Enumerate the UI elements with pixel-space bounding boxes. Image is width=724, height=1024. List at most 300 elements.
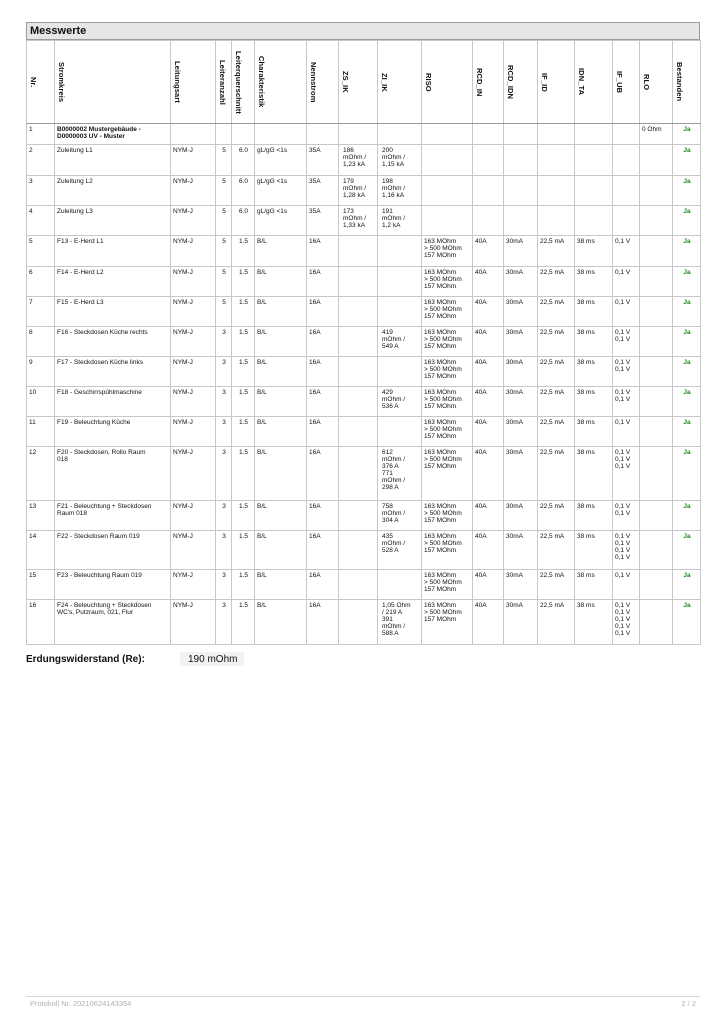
cell-charakteristik: B/L [255, 387, 307, 417]
cell-stromkreis-line: F14 - E-Herd L2 [57, 269, 104, 276]
cell-if-ub [613, 206, 640, 236]
cell-nr: 15 [27, 570, 55, 600]
cell-if-ub [613, 327, 640, 357]
cell-riso [422, 387, 473, 417]
cell-zi-ik-line: 391 [382, 616, 393, 623]
cell-idn-ta: 38 ms [575, 236, 613, 267]
cell-zi-ik-line: mOhm / [382, 396, 406, 403]
cell-zi-ik [378, 357, 422, 387]
cell-stromkreis-line: WC's, Putzraum, 021, Flur [57, 609, 134, 616]
cell-riso [422, 531, 473, 570]
cell-rlo [640, 447, 673, 501]
cell-zi-ik-line: mOhm / [382, 540, 406, 547]
cell-stromkreis-line: Zuleitung L1 [57, 147, 93, 154]
cell-leiteranzahl: 3 [216, 501, 232, 531]
cell-querschnitt: 1.5 [232, 357, 255, 387]
cell-charakteristik: gL/gG <1s [255, 206, 307, 236]
cell-charakteristik: B/L [255, 297, 307, 327]
table-row [27, 267, 701, 297]
cell-if-id [538, 176, 575, 206]
cell-zi-ik-line: 304 A [382, 517, 399, 524]
cell-riso-line: > 500 MOhm [424, 510, 462, 517]
column-header-label: Stromkreis [57, 61, 66, 103]
cell-riso-line: > 500 MOhm [424, 456, 462, 463]
cell-rcd-idn [504, 145, 538, 176]
cell-if-id: 22,5 mA [538, 387, 575, 417]
table-row [27, 327, 701, 357]
cell-if-id [538, 124, 575, 145]
cell-idn-ta: 38 ms [575, 501, 613, 531]
cell-nennstrom: 35A [307, 145, 339, 176]
cell-querschnitt: 1.5 [232, 600, 255, 645]
column-header [27, 41, 55, 124]
cell-zi-ik-line: mOhm / [382, 456, 406, 463]
table-row [27, 417, 701, 447]
cell-bestanden: Ja [673, 267, 701, 297]
cell-if-ub-line: 0,1 V [615, 503, 631, 510]
cell-rcd-in: 40A [473, 357, 504, 387]
cell-leiteranzahl: 3 [216, 531, 232, 570]
cell-leitungsart [171, 124, 216, 145]
table-row [27, 206, 701, 236]
cell-bestanden: Ja [673, 531, 701, 570]
cell-riso-line: 163 MOhm [424, 238, 457, 245]
cell-idn-ta: 38 ms [575, 600, 613, 645]
cell-stromkreis [55, 600, 171, 645]
cell-riso [422, 176, 473, 206]
cell-zi-ik-line: 588 A [382, 630, 399, 637]
cell-rcd-idn [504, 124, 538, 145]
cell-zs-ik [339, 145, 378, 176]
cell-zi-ik-line: mOhm / [382, 477, 406, 484]
cell-riso-line: 163 MOhm [424, 449, 457, 456]
column-header [473, 41, 504, 124]
cell-leitungsart: NYM-J [171, 327, 216, 357]
cell-leitungsart: NYM-J [171, 145, 216, 176]
cell-nr: 8 [27, 327, 55, 357]
cell-leiteranzahl: 5 [216, 236, 232, 267]
cell-riso-line: > 500 MOhm [424, 366, 462, 373]
cell-stromkreis-line: Zuleitung L3 [57, 208, 93, 215]
table-row [27, 600, 701, 645]
table-row [27, 236, 701, 267]
cell-zi-ik-line: 298 A [382, 484, 399, 491]
column-header [575, 41, 613, 124]
cell-if-ub-line: 0,1 V [615, 463, 631, 470]
cell-leiteranzahl: 5 [216, 267, 232, 297]
cell-leitungsart: NYM-J [171, 531, 216, 570]
cell-querschnitt: 1.5 [232, 501, 255, 531]
cell-rlo [640, 357, 673, 387]
cell-riso-line: 157 MOhm [424, 463, 457, 470]
cell-leitungsart: NYM-J [171, 387, 216, 417]
cell-nennstrom: 16A [307, 297, 339, 327]
cell-zi-ik-line: 191 [382, 208, 393, 215]
table-row [27, 124, 701, 145]
cell-if-id: 22,5 mA [538, 236, 575, 267]
cell-if-ub [613, 417, 640, 447]
cell-nennstrom: 16A [307, 600, 339, 645]
cell-querschnitt: 6.0 [232, 176, 255, 206]
cell-riso [422, 297, 473, 327]
cell-rcd-idn: 30mA [504, 447, 538, 501]
column-header-label: RLO [642, 73, 651, 91]
cell-rlo [640, 236, 673, 267]
column-header [216, 41, 232, 124]
cell-riso-line: > 500 MOhm [424, 609, 462, 616]
cell-nr: 1 [27, 124, 55, 145]
column-header-label: Bestanden [675, 62, 684, 102]
cell-stromkreis-line: Raum 018 [57, 510, 87, 517]
cell-riso-line: 163 MOhm [424, 299, 457, 306]
cell-zi-ik-line: 528 A [382, 547, 399, 554]
cell-riso-line: 157 MOhm [424, 403, 457, 410]
cell-if-ub [613, 145, 640, 176]
cell-zi-ik-line: / 219 A [382, 609, 403, 616]
measurement-table [26, 40, 701, 645]
cell-nr: 3 [27, 176, 55, 206]
cell-riso [422, 145, 473, 176]
cell-charakteristik: B/L [255, 236, 307, 267]
cell-rcd-in: 40A [473, 600, 504, 645]
cell-rcd-in [473, 176, 504, 206]
column-header [171, 41, 216, 124]
cell-rcd-idn: 30mA [504, 600, 538, 645]
cell-zs-ik [339, 236, 378, 267]
column-header [422, 41, 473, 124]
column-header-label: Nr. [29, 76, 38, 88]
column-header [613, 41, 640, 124]
cell-nennstrom [307, 124, 339, 145]
cell-if-ub-line: 0,1 V [615, 540, 631, 547]
cell-idn-ta: 38 ms [575, 570, 613, 600]
cell-leitungsart: NYM-J [171, 417, 216, 447]
cell-bestanden: Ja [673, 357, 701, 387]
cell-bestanden: Ja [673, 417, 701, 447]
cell-leitungsart: NYM-J [171, 447, 216, 501]
cell-rlo: 0 Ohm [640, 124, 673, 145]
cell-bestanden: Ja [673, 447, 701, 501]
cell-riso-line: > 500 MOhm [424, 426, 462, 433]
cell-riso-line: 157 MOhm [424, 343, 457, 350]
cell-idn-ta [575, 124, 613, 145]
cell-nr: 2 [27, 145, 55, 176]
cell-charakteristik: B/L [255, 501, 307, 531]
footer-page-number: 2 / 2 [681, 999, 696, 1008]
cell-stromkreis [55, 124, 171, 145]
cell-nennstrom: 16A [307, 327, 339, 357]
cell-idn-ta: 38 ms [575, 327, 613, 357]
cell-querschnitt: 1.5 [232, 236, 255, 267]
cell-riso [422, 600, 473, 645]
cell-zi-ik-line: 612 [382, 449, 393, 456]
cell-stromkreis-line: 018 [57, 456, 68, 463]
cell-riso-line: 157 MOhm [424, 616, 457, 623]
cell-if-ub-line: 0,1 V [615, 396, 631, 403]
cell-rcd-in: 40A [473, 447, 504, 501]
cell-idn-ta: 38 ms [575, 357, 613, 387]
cell-zs-ik-line: 1,23 kA [343, 161, 366, 168]
cell-rlo [640, 531, 673, 570]
cell-zi-ik-line: mOhm / [382, 623, 406, 630]
cell-zs-ik [339, 600, 378, 645]
cell-idn-ta: 38 ms [575, 267, 613, 297]
cell-stromkreis-line: F23 - Beleuchtung Raum 019 [57, 572, 142, 579]
cell-nr: 12 [27, 447, 55, 501]
cell-riso-line: 163 MOhm [424, 389, 457, 396]
cell-bestanden: Ja [673, 236, 701, 267]
column-header-label: ZS_IK [341, 71, 350, 93]
cell-stromkreis-line: F17 - Steckdosen Küche links [57, 359, 143, 366]
cell-zi-ik [378, 600, 422, 645]
cell-stromkreis [55, 236, 171, 267]
cell-nr: 7 [27, 297, 55, 327]
cell-leiteranzahl: 3 [216, 447, 232, 501]
cell-zi-ik-line: mOhm / [382, 510, 406, 517]
cell-rlo [640, 570, 673, 600]
cell-rcd-in: 40A [473, 531, 504, 570]
cell-charakteristik: B/L [255, 570, 307, 600]
cell-nr: 13 [27, 501, 55, 531]
cell-if-ub-line: 0,1 V [615, 269, 631, 276]
cell-if-id: 22,5 mA [538, 327, 575, 357]
cell-riso [422, 447, 473, 501]
table-row [27, 531, 701, 570]
column-header-label: Nennstrom [309, 61, 318, 103]
cell-riso-line: 163 MOhm [424, 602, 457, 609]
cell-riso-line: 163 MOhm [424, 533, 457, 540]
cell-stromkreis-line: F24 - Beleuchtung + Steckdosen [57, 602, 152, 609]
cell-riso-line: 163 MOhm [424, 269, 457, 276]
cell-rlo [640, 501, 673, 531]
cell-if-ub-line: 0,1 V [615, 456, 631, 463]
cell-bestanden: Ja [673, 176, 701, 206]
table-row [27, 501, 701, 531]
cell-stromkreis-line: Zuleitung L2 [57, 178, 93, 185]
cell-stromkreis [55, 570, 171, 600]
column-header [232, 41, 255, 124]
cell-charakteristik: gL/gG <1s [255, 145, 307, 176]
cell-if-id: 22,5 mA [538, 570, 575, 600]
cell-stromkreis-line: F13 - E-Herd L1 [57, 238, 104, 245]
table-row [27, 570, 701, 600]
cell-rcd-idn: 30mA [504, 297, 538, 327]
cell-zi-ik-line: 1,15 kA [382, 161, 405, 168]
cell-stromkreis-line: D0000003 UV - Muster [57, 133, 125, 140]
cell-querschnitt: 1.5 [232, 570, 255, 600]
cell-if-ub [613, 501, 640, 531]
column-header-label: RISO [424, 72, 433, 92]
table-header [27, 41, 701, 124]
cell-zs-ik [339, 501, 378, 531]
cell-rlo [640, 145, 673, 176]
cell-stromkreis [55, 387, 171, 417]
cell-leitungsart: NYM-J [171, 236, 216, 267]
cell-querschnitt: 1.5 [232, 447, 255, 501]
cell-nennstrom: 16A [307, 387, 339, 417]
cell-if-ub-line: 0,1 V [615, 329, 631, 336]
cell-rcd-in: 40A [473, 236, 504, 267]
cell-if-ub-line: 0,1 V [615, 547, 631, 554]
cell-querschnitt: 1.5 [232, 267, 255, 297]
cell-riso-line: 157 MOhm [424, 547, 457, 554]
cell-riso-line: 157 MOhm [424, 517, 457, 524]
cell-leiteranzahl: 5 [216, 145, 232, 176]
cell-nennstrom: 16A [307, 501, 339, 531]
cell-querschnitt: 1.5 [232, 327, 255, 357]
cell-idn-ta [575, 206, 613, 236]
cell-riso [422, 236, 473, 267]
cell-leitungsart: NYM-J [171, 600, 216, 645]
cell-charakteristik: B/L [255, 600, 307, 645]
cell-charakteristik: B/L [255, 267, 307, 297]
cell-rcd-idn: 30mA [504, 267, 538, 297]
cell-nennstrom: 16A [307, 417, 339, 447]
cell-leitungsart: NYM-J [171, 297, 216, 327]
cell-zi-ik-line: 1,16 kA [382, 192, 405, 199]
cell-nennstrom: 16A [307, 267, 339, 297]
cell-riso-line: > 500 MOhm [424, 540, 462, 547]
cell-if-ub-line: 0,1 V [615, 609, 631, 616]
cell-rcd-in [473, 145, 504, 176]
cell-querschnitt: 6.0 [232, 206, 255, 236]
cell-zi-ik-line: 771 [382, 470, 393, 477]
cell-rcd-in: 40A [473, 417, 504, 447]
cell-if-ub-line: 0,1 V [615, 630, 631, 637]
cell-zs-ik [339, 206, 378, 236]
cell-leiteranzahl: 5 [216, 206, 232, 236]
table-body [27, 124, 701, 645]
cell-zi-ik [378, 124, 422, 145]
table-row [27, 387, 701, 417]
cell-riso-line: 163 MOhm [424, 419, 457, 426]
cell-charakteristik: B/L [255, 357, 307, 387]
cell-leiteranzahl: 3 [216, 417, 232, 447]
cell-zi-ik [378, 327, 422, 357]
cell-riso [422, 417, 473, 447]
cell-stromkreis-line: B0000002 Mustergebäude - [57, 126, 141, 133]
cell-if-ub [613, 297, 640, 327]
cell-zi-ik [378, 387, 422, 417]
cell-zs-ik [339, 267, 378, 297]
cell-nennstrom: 35A [307, 206, 339, 236]
cell-zi-ik-line: mOhm / [382, 154, 406, 161]
cell-nennstrom: 16A [307, 236, 339, 267]
cell-riso [422, 357, 473, 387]
cell-querschnitt: 1.5 [232, 297, 255, 327]
cell-riso [422, 267, 473, 297]
table-row [27, 297, 701, 327]
section-title: Messwerte [26, 22, 700, 40]
cell-zs-ik-line: mOhm / [343, 215, 367, 222]
cell-if-ub-line: 0,1 V [615, 602, 631, 609]
cell-zi-ik-line: mOhm / [382, 215, 406, 222]
cell-idn-ta [575, 145, 613, 176]
cell-idn-ta: 38 ms [575, 297, 613, 327]
cell-riso-line: 163 MOhm [424, 572, 457, 579]
cell-rlo [640, 267, 673, 297]
cell-leiteranzahl: 3 [216, 327, 232, 357]
column-header [538, 41, 575, 124]
cell-zs-ik [339, 357, 378, 387]
cell-zi-ik [378, 447, 422, 501]
cell-stromkreis [55, 176, 171, 206]
cell-zi-ik [378, 501, 422, 531]
cell-zs-ik [339, 387, 378, 417]
column-header [55, 41, 171, 124]
column-header-label: ZI_IK [380, 72, 389, 92]
cell-bestanden: Ja [673, 327, 701, 357]
cell-idn-ta: 38 ms [575, 447, 613, 501]
cell-if-id: 22,5 mA [538, 531, 575, 570]
cell-zi-ik-line: 429 [382, 389, 393, 396]
cell-charakteristik [255, 124, 307, 145]
cell-if-ub-line: 0,1 V [615, 554, 631, 561]
cell-zs-ik-line: mOhm / [343, 154, 367, 161]
cell-rlo [640, 297, 673, 327]
cell-rcd-in: 40A [473, 267, 504, 297]
cell-bestanden: Ja [673, 570, 701, 600]
cell-zi-ik-line: 758 [382, 503, 393, 510]
cell-zs-ik-line: 173 [343, 208, 354, 215]
cell-nr: 9 [27, 357, 55, 387]
cell-zi-ik [378, 236, 422, 267]
cell-leiteranzahl: 3 [216, 387, 232, 417]
cell-zi-ik [378, 206, 422, 236]
cell-zi-ik-line: mOhm / [382, 185, 406, 192]
cell-charakteristik: B/L [255, 531, 307, 570]
cell-if-ub-line: 0,1 V [615, 510, 631, 517]
cell-nr: 5 [27, 236, 55, 267]
cell-rlo [640, 600, 673, 645]
column-header-label: IF_ID [540, 72, 549, 92]
cell-bestanden: Ja [673, 206, 701, 236]
cell-rcd-in [473, 206, 504, 236]
cell-stromkreis-line: F18 - Geschirrspühlmaschine [57, 389, 142, 396]
column-header [640, 41, 673, 124]
cell-rcd-idn: 30mA [504, 236, 538, 267]
cell-zi-ik [378, 297, 422, 327]
cell-rcd-idn: 30mA [504, 501, 538, 531]
cell-rcd-idn: 30mA [504, 417, 538, 447]
column-header-label: RCD_IDN [506, 64, 515, 100]
cell-zi-ik [378, 176, 422, 206]
cell-zi-ik [378, 417, 422, 447]
cell-rcd-idn: 30mA [504, 387, 538, 417]
cell-zs-ik-line: 179 [343, 178, 354, 185]
cell-stromkreis-line: F16 - Steckdosen Küche rechts [57, 329, 148, 336]
column-header-label: Leiteranzahl [218, 59, 227, 105]
erdung-value: 190 mOhm [188, 654, 238, 665]
cell-if-id: 22,5 mA [538, 297, 575, 327]
cell-zi-ik-line: 419 [382, 329, 393, 336]
cell-nennstrom: 16A [307, 570, 339, 600]
cell-stromkreis [55, 417, 171, 447]
cell-leitungsart: NYM-J [171, 206, 216, 236]
cell-querschnitt: 6.0 [232, 145, 255, 176]
cell-if-ub-line: 0,1 V [615, 336, 631, 343]
cell-zi-ik-line: mOhm / [382, 336, 406, 343]
column-header [307, 41, 339, 124]
cell-nennstrom: 16A [307, 357, 339, 387]
cell-leiteranzahl: 3 [216, 357, 232, 387]
column-header-label: RCD_IN [475, 67, 484, 97]
cell-nr: 6 [27, 267, 55, 297]
cell-if-id: 22,5 mA [538, 417, 575, 447]
cell-if-id [538, 206, 575, 236]
column-header [378, 41, 422, 124]
column-header-label: Charakteristik [257, 56, 266, 108]
